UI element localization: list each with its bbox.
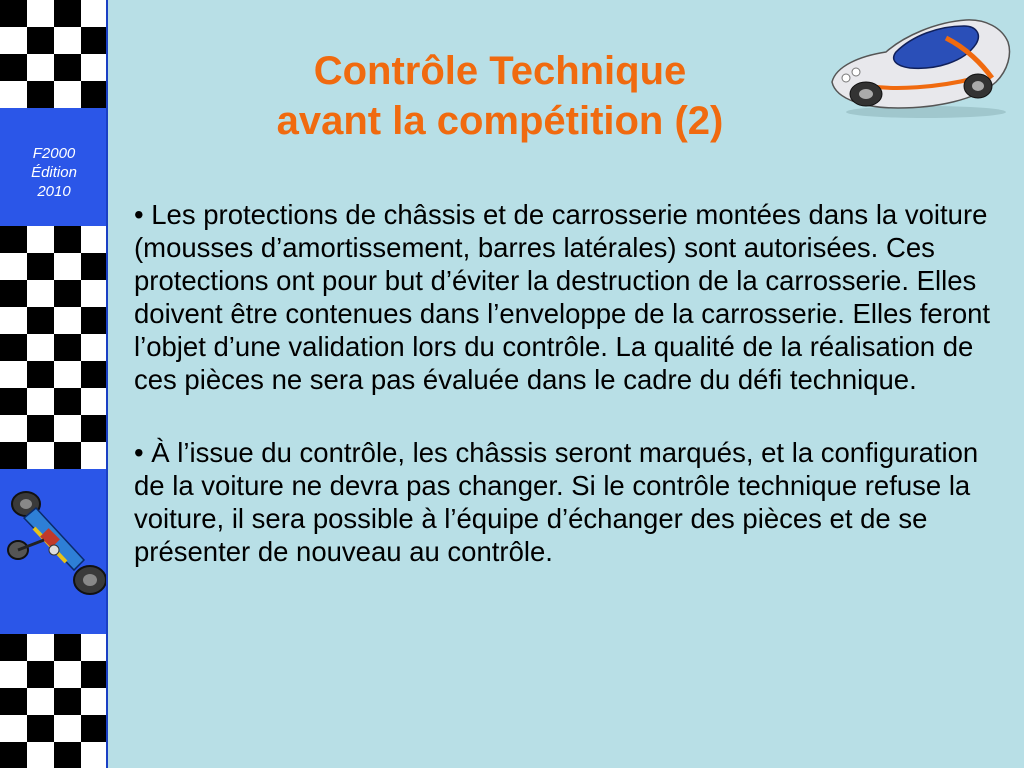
edition-badge <box>0 144 108 201</box>
slide-title-line-2: avant la compétition (2) <box>276 99 724 143</box>
slide-title-line-1: Contrôle Technique <box>313 49 687 93</box>
checkered-pattern-middle <box>0 226 108 469</box>
slide-body <box>134 198 996 608</box>
checkered-sidebar <box>0 0 108 768</box>
race-car-image <box>826 8 1016 120</box>
slide-title <box>180 46 820 146</box>
chassis-image <box>4 488 108 602</box>
edition-line-3: 2010 <box>37 183 71 200</box>
checkered-pattern-bottom <box>0 634 108 768</box>
checkered-pattern-top <box>0 0 108 108</box>
bullet-paragraph-2: • À l’issue du contrôle, les châssis seront marqués, et la configuration de la voiture ne devra pas changer. Si le contrôle technique refuse la voiture, il sera possible à l’équipe d’échanger des pièces et de se présenter de nouveau au contrôle. <box>134 437 979 567</box>
edition-line-2: Édition <box>31 164 77 181</box>
edition-line-1: F2000 <box>32 145 76 162</box>
bullet-paragraph-1: • Les protections de châssis et de carrosserie montées dans la voiture (mousses d’amortissement, barres latérales) sont autorisées. Ces protections ont pour but d’éviter la destruction de la carrosserie. Elles doivent être contenues dans l’enveloppe de la carrosserie. Elles feront l’objet d’une validation lors du contrôle. La qualité de la réalisation de ces pièces ne sera pas évaluée dans le cadre du défi technique. <box>134 199 991 395</box>
